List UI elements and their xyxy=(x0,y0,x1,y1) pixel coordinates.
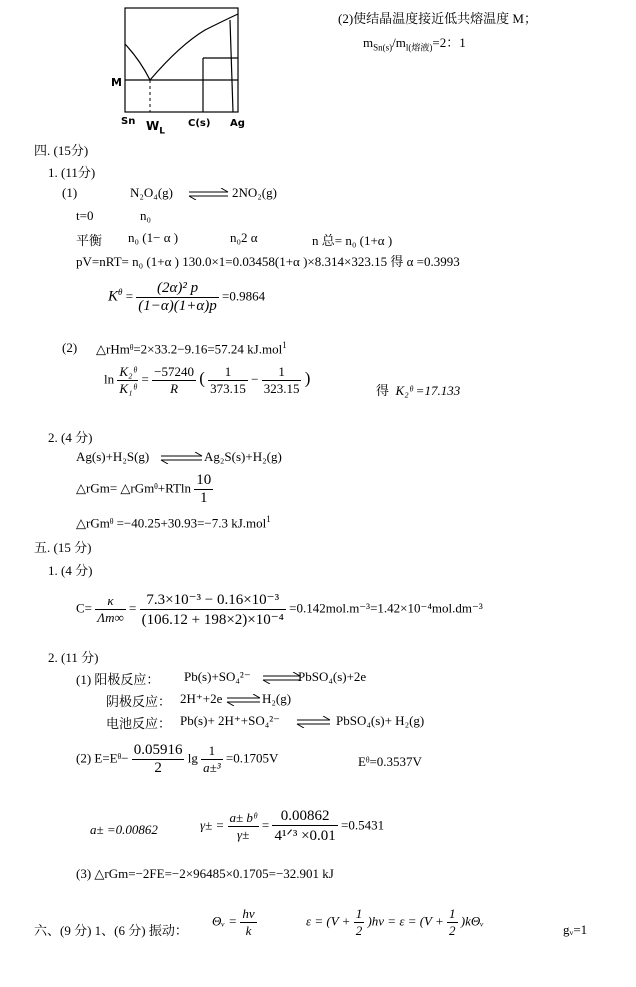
gamma-den: γ± xyxy=(236,827,250,842)
mass-ratio-slash: /m xyxy=(392,35,406,50)
k-den: (1−α)(1+α)p xyxy=(138,298,217,314)
c-value-fraction xyxy=(140,590,286,629)
s5-cell-left: Pb(s)+ 2H⁺+SO₄²⁻ xyxy=(180,713,281,728)
s4-q2-g-b-line xyxy=(76,514,271,531)
s4-p2-exp: 1 xyxy=(282,340,287,350)
e-one: 1 xyxy=(201,743,223,760)
e-a: a±³ xyxy=(203,760,221,775)
s4-q2-frac-num: 10 xyxy=(196,472,212,488)
e-fraction xyxy=(132,742,185,777)
ln-coef-den: R xyxy=(170,381,179,396)
half-fraction-1 xyxy=(354,906,365,939)
s4-q2-frac-den: 1 xyxy=(200,490,208,506)
mass-ratio-value: =2：1 xyxy=(432,35,466,50)
ln-k-den: K₁ᶿ xyxy=(119,381,137,396)
ln-label: ln xyxy=(104,371,115,387)
ln-k-num: K₂ᶿ xyxy=(119,364,137,379)
k-symbol: K xyxy=(108,288,119,305)
ln-t2-one: 1 xyxy=(262,364,302,381)
liquidus-left xyxy=(125,44,150,80)
ln-k-fraction xyxy=(117,364,138,397)
ln-t2: 323.15 xyxy=(263,381,300,396)
s5-q1: 1. (4 分) xyxy=(48,563,93,578)
gamma-fraction2 xyxy=(272,808,337,845)
s4-p2-text xyxy=(96,340,287,357)
e-result2: Eᶿ=0.3537V xyxy=(358,754,422,769)
s4-q2-g-a: △rGm= △rGmᶿ+RTln xyxy=(76,480,192,496)
s4-q1: 1. (11分) xyxy=(48,165,96,180)
s4-p2-body: △rHmᶿ=2×33.2−9.16=57.24 kJ.mol xyxy=(96,341,283,357)
label-m: M xyxy=(111,76,122,89)
label-sn: Sn xyxy=(121,116,136,127)
equilibrium-arrow-icon xyxy=(262,672,302,684)
k-fraction xyxy=(136,280,218,315)
gamma-lhs: γ± = xyxy=(200,817,225,833)
top-note-line2 xyxy=(363,32,466,54)
e-den: 2 xyxy=(154,760,162,776)
s4-q2-g-b: △rGmᶿ =−40.25+30.93=−7.3 kJ.mol xyxy=(76,515,267,531)
half-num-2: 1 xyxy=(449,906,456,921)
section-6-text: 六、(9 分) 1、(6 分) 振动： xyxy=(34,923,188,938)
s4-p1-label: (1) xyxy=(62,185,78,200)
s4-eq-label: 平衡 xyxy=(76,233,103,248)
c-num: 7.3×10⁻³ − 0.16×10⁻³ xyxy=(140,590,286,610)
label-cs: C(s) xyxy=(188,118,211,129)
ln-t2-fraction xyxy=(262,364,302,397)
theta-lhs: Θᵥ = xyxy=(212,913,238,929)
e-label: (2) E=Eᶿ− xyxy=(76,750,129,766)
gamma-den2: 4¹ᐟ³ ×0.01 xyxy=(274,828,336,844)
c-lambda: Λm∞ xyxy=(97,610,124,625)
half-num-1: 1 xyxy=(355,906,363,921)
eps-mid: )hν = ε = (V + xyxy=(367,913,444,929)
s4-reaction-right: 2NO₂(g) xyxy=(232,185,277,200)
s6-gv: gᵥ=1 xyxy=(563,922,588,937)
e-result: =0.1705V xyxy=(225,750,279,766)
c-result: =0.142mol.m⁻³=1.42×10⁻⁴mol.dm⁻³ xyxy=(289,600,483,616)
ln-result-value: K₂ᶿ =17.133 xyxy=(395,383,461,398)
s5-anode-left: Pb(s)+SO₄²⁻ xyxy=(184,669,251,684)
section-4-heading: 四. (15分) xyxy=(34,143,89,158)
label-wl xyxy=(146,119,165,136)
c-lhs: C= xyxy=(76,600,93,616)
label-wl-sub: L xyxy=(159,126,165,137)
k-num: (2α)² p xyxy=(136,280,218,298)
s4-reaction-left: N₂O₄(g) xyxy=(130,185,173,200)
equilibrium-arrow-icon xyxy=(188,188,230,200)
s5-c-eq: C= $\frac{\kappa}{\Lambda m\infty}$ = $\frac{\text{7.3×10⁻³ − 0.16×10⁻³}}{\text{(106.12 + 198×2)×10⁻⁴}}$ =0.142mol.m⁻³=1.42×10⁻⁴mol.dm⁻³ xyxy=(76,592,483,628)
half-den-2: 2 xyxy=(449,923,456,938)
section-5-heading: 五. (15 分) xyxy=(34,540,92,555)
ln-t1-one: 1 xyxy=(208,364,248,381)
eps-end: )kΘᵥ xyxy=(460,913,484,929)
s5-cathode-right: H₂(g) xyxy=(262,691,292,706)
equilibrium-arrow-icon xyxy=(296,716,332,728)
s4-q2-g xyxy=(76,472,213,507)
equilibrium-arrow-icon xyxy=(160,452,204,464)
s4-q2-left: Ag(s)+H₂S(g) xyxy=(76,449,150,464)
gamma-result: =0.5431 xyxy=(341,817,385,833)
s5-anode-right: PbSO₄(s)+2e xyxy=(298,669,367,684)
eps-start: ε = (V + xyxy=(306,913,351,929)
e-a-fraction xyxy=(201,743,223,776)
gamma-fraction xyxy=(228,810,259,843)
c-den: (106.12 + 198×2)×10⁻⁴ xyxy=(141,612,284,628)
equilibrium-arrow-icon xyxy=(226,694,262,706)
s5-gamma-eq: γ± = $\frac{\text{a± bᶿ}}{\gamma\pm}$ = $\frac{0.00862}{\text{4¹ᐟ³ ×0.01}}$ =0.5431 xyxy=(200,808,385,844)
s4-t0-val: n₀ xyxy=(140,208,152,223)
s4-eq-b: n₀2 α xyxy=(230,230,258,245)
diagram-frame xyxy=(125,8,238,112)
mass-ratio-m: m xyxy=(363,35,374,50)
ln-coef-num: −57240 xyxy=(154,364,194,379)
liquidus-right xyxy=(150,14,238,80)
top-note-line1: (2)使结晶温度接近低共熔温度 M； xyxy=(338,11,537,26)
mass-ratio-sub2: l(熔液) xyxy=(405,42,433,53)
s4-p2-label: (2) xyxy=(62,340,78,355)
s5-cathode-left: 2H⁺+2e xyxy=(180,691,223,706)
s5-cell-right: PbSO₄(s)+ H₂(g) xyxy=(336,713,425,728)
ln-t1: 373.15 xyxy=(210,381,246,396)
ln-result xyxy=(376,380,460,399)
ln-t1-fraction xyxy=(208,364,248,397)
gamma-num2: 0.00862 xyxy=(272,808,337,826)
s4-q2-right: Ag₂S(s)+H₂(g) xyxy=(204,449,282,464)
e-num: 0.05916 xyxy=(133,742,183,758)
s5-p3: (3) △rGm=−2FE=−2×96485×0.1705=−32.901 kJ xyxy=(76,866,334,881)
c-kappa: κ xyxy=(95,593,126,610)
s4-ln-eq: ln $\frac{\text{K₂ᶿ}}{\text{K₁ᶿ}}$ = $\frac{-57240}{R}$ ( $\frac{1}{373.15}$ − $\frac{1}{323.15}$ ) xyxy=(104,364,311,396)
ln-result-prefix: 得 xyxy=(376,383,390,398)
s5-q2: 2. (11 分) xyxy=(48,650,99,665)
s5-anode-label: (1) 阳极反应： xyxy=(76,672,160,687)
label-wl-main: W xyxy=(146,119,160,133)
s4-q2-g-b-exp: 1 xyxy=(266,514,271,524)
solidus-right xyxy=(230,20,233,112)
e-lg: lg xyxy=(187,750,198,766)
s5-cathode-label: 阴极反应： xyxy=(106,694,172,709)
s4-q2-frac xyxy=(194,472,213,507)
c-kappa-fraction xyxy=(95,593,126,626)
theta-fraction xyxy=(240,906,256,939)
s4-eq-c: n 总= n₀ (1+α ) xyxy=(312,233,393,248)
gamma-num: a± bᶿ xyxy=(229,810,257,825)
theta-num: hν xyxy=(242,906,255,921)
s4-eq-a: n₀ (1− α ) xyxy=(128,230,179,245)
label-ag: Ag xyxy=(230,118,245,129)
s4-q2: 2. (4 分) xyxy=(48,430,93,445)
s6-theta-eq xyxy=(212,906,257,939)
half-den-1: 2 xyxy=(355,923,363,938)
s4-t0: t=0 xyxy=(76,208,94,223)
s6-eps-eq xyxy=(306,906,484,939)
a-pm: a± =0.00862 xyxy=(90,822,158,837)
theta-den: k xyxy=(245,923,252,938)
k-result: =0.9864 xyxy=(222,288,266,304)
ln-coef-fraction xyxy=(152,364,196,397)
s5-cell-label: 电池反应： xyxy=(106,716,172,731)
mass-ratio-sub1: Sn(s) xyxy=(373,42,393,53)
half-fraction-2 xyxy=(447,906,458,939)
s4-pv-line: pV=nRT= n₀ (1+α ) 130.0×1=0.03458(1+α )×8.314×323.15 得 α =0.3993 xyxy=(76,254,460,269)
s5-e-eq xyxy=(76,742,278,777)
s4-k-eq: $K^\theta$ = $\frac{\text{(2α)² p}}{(1-\alpha)(1+\alpha)p}$ =0.9864 xyxy=(108,280,266,314)
